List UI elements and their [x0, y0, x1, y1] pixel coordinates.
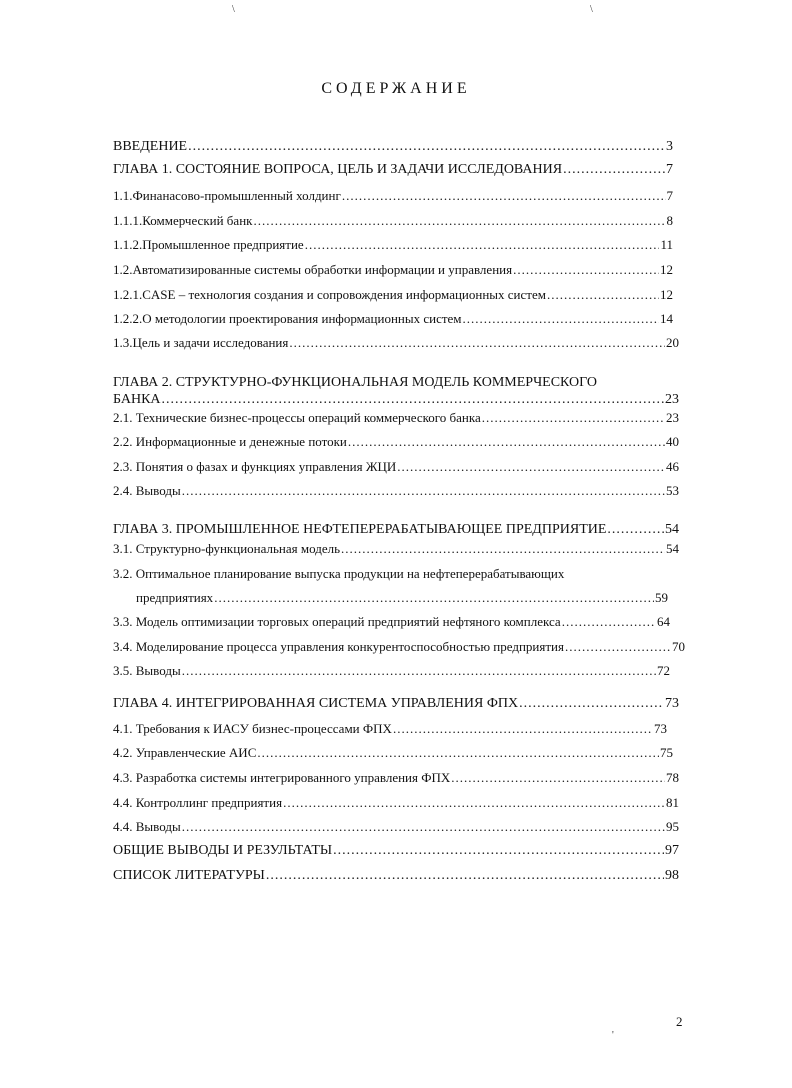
toc-entry-page: 14 [660, 311, 673, 326]
dot-leader [482, 410, 665, 426]
toc-entry[interactable] [113, 392, 679, 408]
dot-leader [182, 663, 656, 679]
dot-leader [607, 522, 664, 538]
toc-entry-text: 4.4. Контроллинг предприятия [113, 795, 283, 810]
toc-entry-text: СПИСОК ЛИТЕРАТУРЫ [113, 868, 265, 883]
toc-entry-page: 97 [665, 843, 679, 858]
toc-entry[interactable] [113, 868, 679, 884]
toc-entry[interactable] [113, 262, 673, 278]
toc-entry-text: CASE – технология создания и сопровождения информационных систем [142, 287, 546, 302]
toc-entry-text: ВВЕДЕНИЕ [113, 139, 188, 154]
dot-leader [393, 721, 653, 737]
toc-entry[interactable] [113, 287, 673, 303]
toc-entry[interactable] [113, 721, 667, 737]
toc-entry-text: 4.1. Требования к ИАСУ бизнес-процессами ФПХ [113, 721, 392, 736]
toc-entry[interactable] [113, 139, 673, 155]
toc-entry-number: 1.3. [113, 335, 133, 350]
toc-entry-number: 1.1. [113, 188, 133, 203]
toc-entry[interactable] [136, 590, 668, 606]
dot-leader [253, 213, 665, 229]
toc-entry-text: ГЛАВА 2. СТРУКТУРНО-ФУНКЦИОНАЛЬНАЯ МОДЕЛЬ КОММЕРЧЕСКОГО [113, 375, 598, 390]
toc-entry-text: 2.4. Выводы [113, 483, 181, 498]
toc-entry-text: 3.3. Модель оптимизации торговых операций предприятий нефтяного комплекса [113, 614, 561, 629]
dot-leader [182, 819, 665, 835]
toc-entry-page: 40 [666, 434, 679, 449]
toc-entry-page: 23 [665, 392, 679, 407]
toc-entry[interactable] [113, 335, 679, 351]
toc-entry[interactable] [113, 745, 673, 761]
toc-entry-page: 54 [666, 541, 679, 556]
dot-leader [188, 139, 665, 155]
scan-mark: \ [590, 4, 593, 15]
toc-entry[interactable] [113, 459, 679, 475]
dot-leader [289, 335, 665, 351]
toc-entry[interactable] [113, 434, 679, 450]
toc-entry-number: 1.1.1. [113, 213, 143, 228]
toc-entry-page: 98 [665, 868, 679, 883]
toc-entry[interactable] [113, 663, 670, 679]
dot-leader [348, 434, 665, 450]
toc-entry-page: 78 [666, 770, 679, 785]
dot-leader [266, 868, 664, 884]
toc-entry-number: 1.1.2. [113, 237, 143, 252]
toc-entry-number: 1.2.1. [113, 287, 143, 302]
toc-entry-text: 3.2. Оптимальное планирование выпуска продукции на нефтеперерабатывающих [113, 566, 565, 581]
toc-entry-page: 95 [666, 819, 679, 834]
toc-entry-page: 70 [672, 639, 685, 654]
dot-leader [333, 843, 664, 859]
dot-leader [283, 795, 665, 811]
toc-entry-page: 72 [657, 663, 670, 678]
toc-entry-text: ОБЩИЕ ВЫВОДЫ И РЕЗУЛЬТАТЫ [113, 843, 333, 858]
toc-entry[interactable] [113, 522, 679, 538]
toc-entry-text: ГЛАВА 4. ИНТЕГРИРОВАННАЯ СИСТЕМА УПРАВЛЕНИЯ ФПХ [113, 696, 519, 711]
toc-entry[interactable] [113, 614, 670, 630]
toc-entry[interactable] [113, 162, 673, 178]
toc-entry-page: 7 [666, 162, 673, 177]
dot-leader [547, 287, 659, 303]
toc-entry-page: 12 [660, 262, 673, 277]
toc-entry[interactable] [113, 819, 679, 835]
dot-leader [513, 262, 659, 278]
toc-entry-text: Коммерческий банк [142, 213, 253, 228]
dot-leader [341, 541, 665, 557]
toc-entry[interactable] [113, 311, 673, 327]
toc-entry[interactable] [113, 639, 685, 655]
toc-entry-page: 54 [665, 522, 679, 537]
toc-entry-text: ГЛАВА 3. ПРОМЫШЛЕННОЕ НЕФТЕПЕРЕРАБАТЫВАЮЩЕЕ ПРЕДПРИЯТИЕ [113, 522, 607, 537]
toc-entry-text: предприятиях [136, 590, 214, 605]
dot-leader [342, 188, 666, 204]
toc-entry-text: 4.3. Разработка системы интегрированного управления ФПХ [113, 770, 451, 785]
toc-entry-page: 73 [654, 721, 667, 736]
toc-entry-text: 3.1. Структурно-функциональная модель [113, 541, 341, 556]
toc-entry-page: 20 [666, 335, 679, 350]
toc-entry-page: 46 [666, 459, 679, 474]
dot-leader [463, 311, 659, 327]
dot-leader [519, 696, 664, 712]
toc-entry[interactable] [113, 541, 679, 557]
toc-entry-text: 3.4. Моделирование процесса управления конкурентоспособностью предприятия [113, 639, 564, 654]
dot-leader [162, 392, 664, 408]
toc-entry-text: Автоматизированные системы обработки информации и управления [132, 262, 513, 277]
toc-entry-page: 3 [666, 139, 673, 154]
dot-leader [257, 745, 659, 761]
toc-entry-text: Промышленное предприятие [142, 237, 304, 252]
toc-entry-page: 59 [655, 590, 668, 605]
toc-entry-page: 23 [666, 410, 679, 425]
toc-entry-number: 1.2. [113, 262, 133, 277]
toc-entry[interactable] [113, 188, 673, 204]
toc-entry[interactable] [113, 237, 673, 253]
toc-entry[interactable] [113, 410, 679, 426]
dot-leader [214, 590, 654, 606]
toc-entry-page: 7 [666, 188, 673, 203]
dot-leader [565, 639, 671, 655]
toc-title: СОДЕРЖАНИЕ [321, 80, 471, 97]
toc-entry-page: 81 [666, 795, 679, 810]
dot-leader [562, 614, 656, 630]
toc-entry-page: 75 [660, 745, 673, 760]
scan-mark: ' [612, 1030, 614, 1041]
toc-entry-text: 3.5. Выводы [113, 663, 181, 678]
toc-entry-text: 2.1. Технические бизнес-процессы операций коммерческого банка [113, 410, 481, 425]
scan-mark: \ [232, 4, 235, 15]
toc-entry-page: 8 [666, 213, 673, 228]
toc-entry[interactable] [113, 696, 679, 712]
toc-entry-page: 12 [660, 287, 673, 302]
toc-entry[interactable] [113, 770, 679, 786]
dot-leader [397, 459, 665, 475]
toc-entry-text: 2.2. Информационные и денежные потоки [113, 434, 347, 449]
toc-entry[interactable] [113, 843, 679, 859]
toc-entry-number: 1.2.2. [113, 311, 143, 326]
page-number: 2 [676, 1014, 683, 1029]
toc-entry-text: БАНКА [113, 392, 161, 407]
toc-entry-text: 4.4. Выводы [113, 819, 181, 834]
toc-entry[interactable] [113, 483, 679, 499]
toc-entry-text: ГЛАВА 1. СОСТОЯНИЕ ВОПРОСА, ЦЕЛЬ И ЗАДАЧИ ИССЛЕДОВАНИЯ [113, 162, 563, 177]
toc-entry-page: 53 [666, 483, 679, 498]
toc-entry-page: 11 [660, 237, 673, 252]
toc-entry-text: 4.2. Управленческие АИС [113, 745, 257, 760]
toc-entry-text: 2.3. Понятия о фазах и функциях управления ЖЦИ [113, 459, 397, 474]
dot-leader [182, 483, 665, 499]
dot-leader [451, 770, 665, 786]
toc-entry-page: 64 [657, 614, 670, 629]
toc-entry[interactable] [113, 213, 673, 229]
toc-entry-text: Цель и задачи исследования [132, 335, 289, 350]
toc-entry-text: О методологии проектирования информационных систем [142, 311, 462, 326]
dot-leader [563, 162, 665, 178]
toc-entry[interactable] [113, 795, 679, 811]
dot-leader [305, 237, 660, 253]
toc-entry-text: Финанасово-промышленный холдинг [132, 188, 341, 203]
toc-entry-page: 73 [665, 696, 679, 711]
